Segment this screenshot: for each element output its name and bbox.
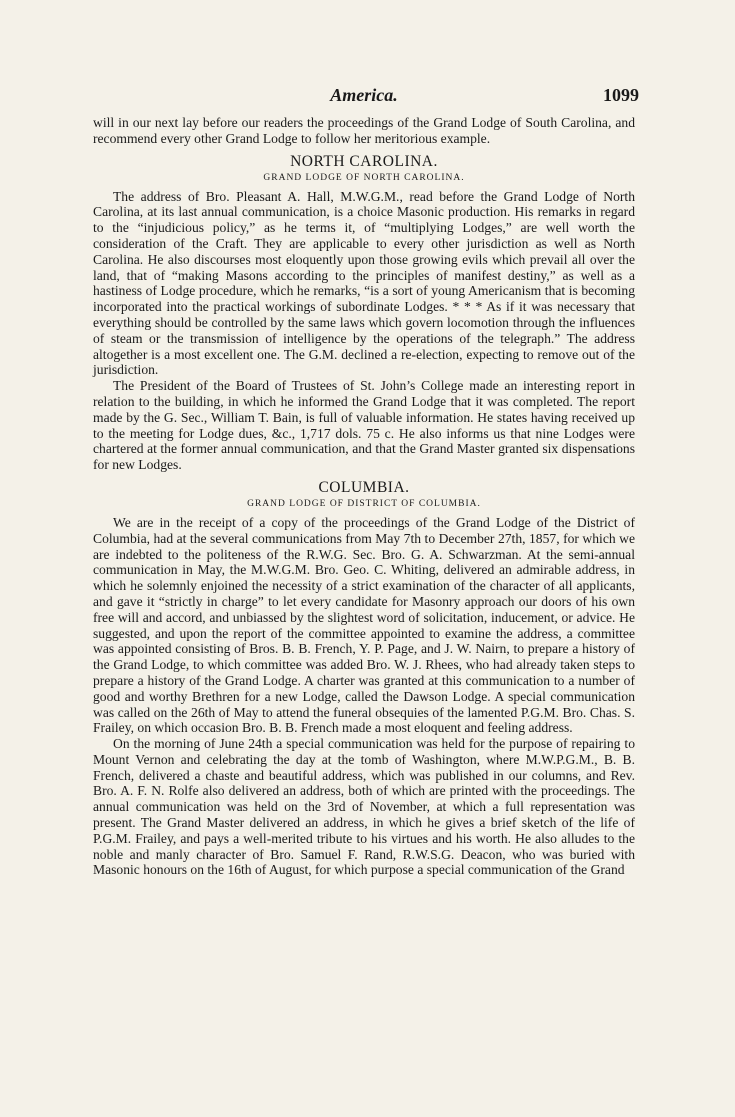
running-title: America. xyxy=(330,85,398,105)
intro-paragraph: will in our next lay before our readers the proceedings of the Grand Lodge of South Carolina, and recommend every other Grand Lodge to follow her meritorious example. xyxy=(93,115,635,146)
section-heading-columbia: COLUMBIA. xyxy=(318,478,410,496)
section-subheading-north-carolina: GRAND LODGE OF NORTH CAROLINA. xyxy=(263,172,465,183)
paragraph-columbia-proceedings: We are in the receipt of a copy of the proceedings of the Grand Lodge of the District of Columbia, had at the several communications from May 7th to December 27th, 1857, for which we are indebted to the politeness of the R.W.G. Sec. Bro. G. A. Schwarzman. At the semi-annual communication in May, the M.W.G.M. Bro. Geo. C. Whiting, delivered an admirable address, in which he solemnly enjoined the necessity of a strict examination of the character of all applicants, and gave it “strictly in charge” to let every candidate for Masonry approach our doors of his own free will and accord, and unbiassed by the slightest word of solicitation, inducement, or advice. He suggested, and upon the report of the committee appointed to examine the address, a committee was appointed consisting of Bros. B. B. French, Y. P. Page, and J. W. Nairn, to prepare a history of the Grand Lodge, to which committee was added Bro. W. J. Rhees, who had already taken steps to prepare a history of the Grand Lodge. A charter was granted at this communication to a number of good and worthy Brethren for a new Lodge, called the Dawson Lodge. A special communication was called on the 26th of May to attend the funeral obsequies of the lamented P.G.M. Bro. Chas. S. Frailey, on which occasion Bro. B. B. French made a most eloquent and feeling address. xyxy=(93,514,635,736)
section-subheading-columbia: GRAND LODGE OF DISTRICT OF COLUMBIA. xyxy=(247,498,481,509)
page-number: 1099 xyxy=(603,85,639,105)
paragraph-columbia-june: On the morning of June 24th a special communication was held for the purpose of repairing to Mount Vernon and celebrating the day at the tomb of Washington, where M.W.P.G.M., B. B. French, delivered a chaste and beautiful address, which was published in our columns, and Rev. Bro. A. F. N. Rolfe also delivered an address, both of which are printed with the proceedings. The annual communication was held on the 3rd of November, at which a full representation was present. The Grand Master delivered an address, in which he gives a brief sketch of the life of P.G.M. Frailey, and pays a well-merited tribute to his virtues and his worth. He also alludes to the noble and manly character of Bro. Samuel F. Rand, R.W.S.G. Deacon, who was buried with Masonic honours on the 16th of August, for which purpose a special communication of the Grand xyxy=(93,736,635,878)
section-heading-north-carolina: NORTH CAROLINA. xyxy=(290,152,438,170)
page-header xyxy=(93,85,639,115)
paragraph-nc-address: The address of Bro. Pleasant A. Hall, M.W.G.M., read before the Grand Lodge of North Carolina, at its last annual communication, is a choice Masonic production. His remarks in regard to the “injudicious policy,” as he terms it, of “multiplying Lodges,” are well worth the consideration of the Craft. They are applicable to every other jurisdiction as well as North Carolina. He also discourses most eloquently upon those growing evils which prevail all over the land, that of “making Masons according to the principles of manifest destiny,” as well as a hastiness of Lodge procedure, which he remarks, “is a sort of young Americanism that is becoming incorporated into the practical workings of subordinate Lodges. * * * As if it was necessary that everything should be controlled by the same laws which govern locomotion through the influences of steam or the transmission of intelligence by the operations of the telegraph.” The address altogether is a most excellent one. The G.M. declined a re-election, expecting to remove out of the jurisdiction. xyxy=(93,188,635,378)
paragraph-nc-college: The President of the Board of Trustees of St. John’s College made an interesting report in relation to the building, in which he informed the Grand Lodge that it was completed. The report made by the G. Sec., William T. Bain, is full of valuable information. He states having received up to the meeting for Lodge dues, &c., 1,717 dols. 75 c. He also informs us that nine Lodges were chartered at the former annual communication, and that the Grand Master granted six dispensations for new Lodges. xyxy=(93,378,635,473)
